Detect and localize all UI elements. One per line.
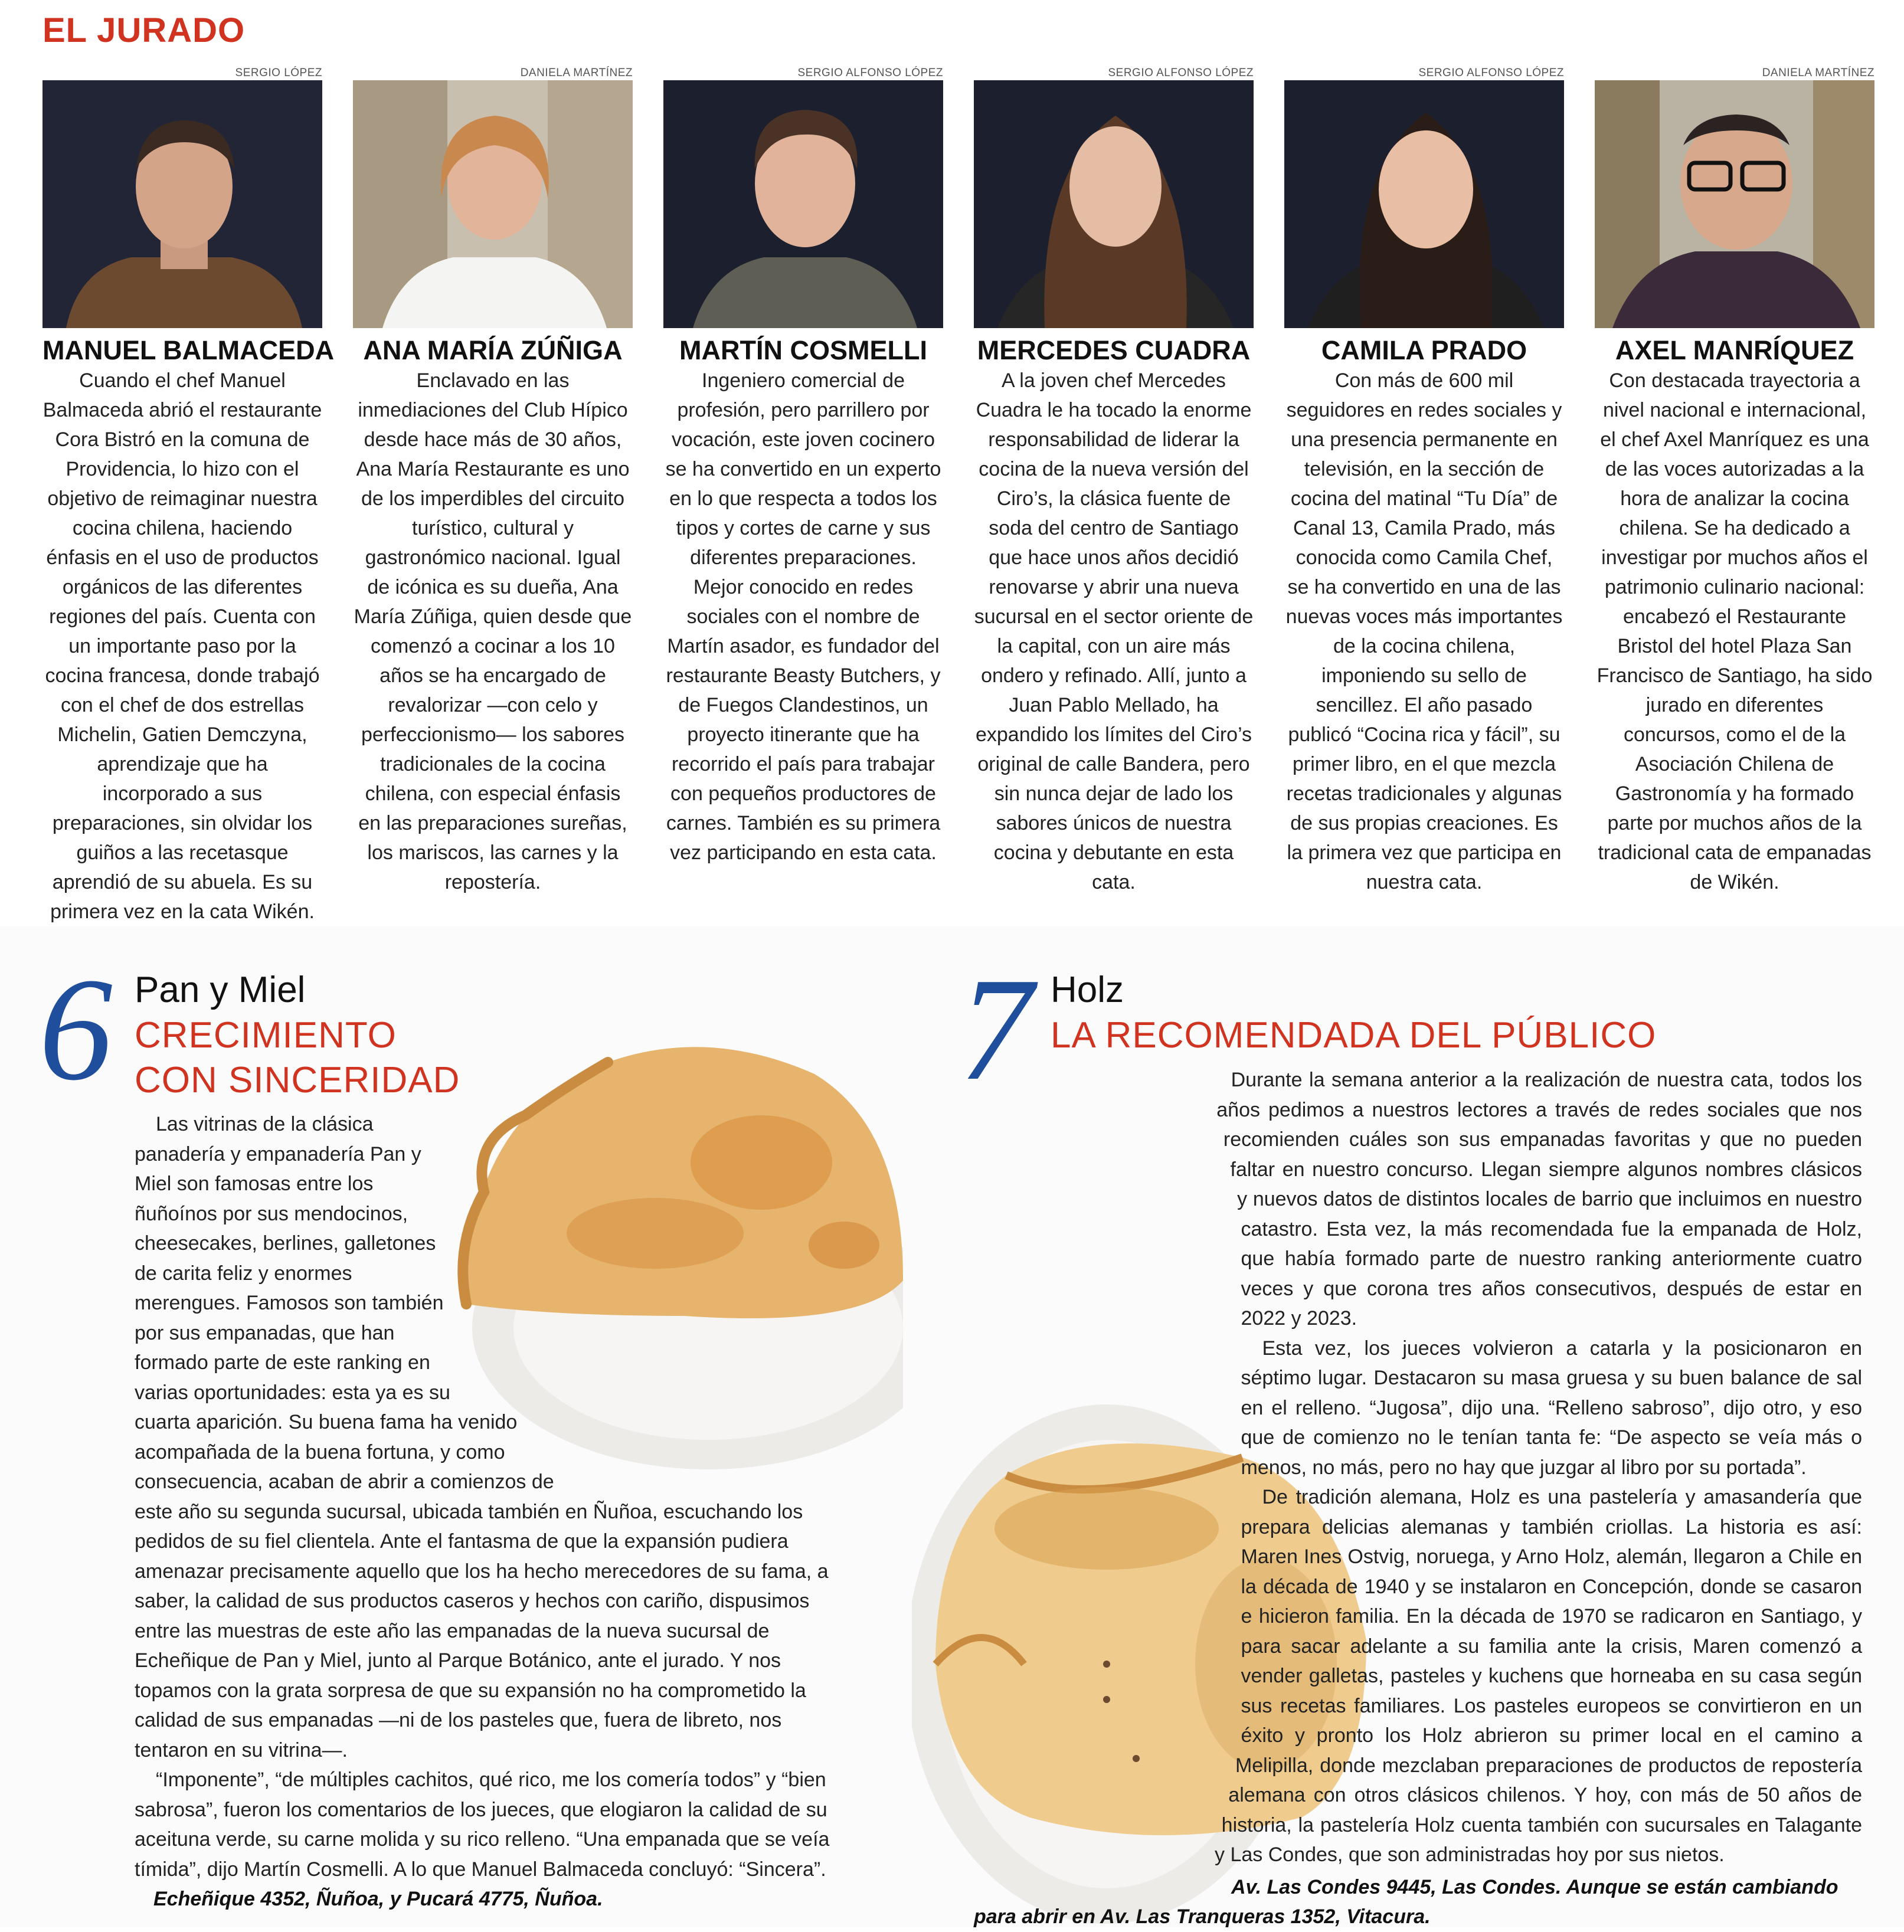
shop-name: Holz (1051, 970, 1124, 1010)
jury-name: MANUEL BALMACEDA (42, 335, 335, 365)
portrait-photo (353, 80, 633, 328)
jury-bio: Con más de 600 mil seguidores en redes sociales y una presencia permanente en televisión, en la sección de cocina del matinal “Tu Día” de Canal 13, Camila Prado, más conocida como Camila Chef, se ha convertido en una de las nuevas voces más importantes de la cocina chilena, imponiendo su sello de sencillez. El año pasado publicó “Cocina rica y fácil”, su primer libro, en el que mezcla recetas tradicionales y algunas de sus propias creaciones. Es la primera vez que participa en nuestra cata. (1285, 369, 1563, 893)
jury-bio: Con destacada trayectoria a nivel nacional e internacional, el chef Axel Manríquez es una de las voces autorizadas a la hora de analizar la cocina chilena. Se ha dedicado a investigar por muchos años el patrimonio culinario nacional: encabezó el Restaurante Bristol del hotel Plaza San Francisco de Santiago, ha sido jurado en diferentes concursos, como el de la Asociación Chilena de Gastronomía y ha formado parte por muchos años de la tradicional cata de empanadas de Wikén. (1597, 369, 1873, 893)
jury-name: AXEL MANRÍQUEZ (1615, 335, 1854, 365)
photo-credit: DANIELA MARTÍNEZ (520, 67, 633, 79)
portrait-photo (1595, 80, 1874, 328)
ranking-number: 7 (959, 948, 1033, 1111)
ranking-number: 6 (39, 948, 113, 1111)
jury-name: CAMILA PRADO (1321, 335, 1527, 365)
paragraph: Las vitrinas de la clásica panadería y empanadería Pan y Miel son famosas entre los ñuñoínos por sus mendocinos, cheesecakes, berlines, galletones de carita feliz y enormes merengues. Famosos son también por sus empanadas, que han formado parte de este ranking en varias oportunidades: esta ya es su cuarta aparición. Su buena fama ha venido acompañada de la buena fortuna, y como consecuencia, acaban de abrir a comienzos de este año su segunda sucursal, ubicada también en Ñuñoa, escuchando los pedidos de su fiel clientela. Ante el fantasma de que la expansión pudiera amenazar precisamente aquello que los ha hecho merecedores de su fama, a saber, la calidad de sus productos caseros y hechos con cariño, dispusimos entre las muestras de este año las empanadas de la nueva sucursal de Echeñique de Pan y Miel, junto al Parque Botánico, ante el jurado. Y nos topamos con la grata sorpresa de que su expansión no ha comprometido la calidad de sus empanadas —ni de los pasteles que, fuera de libreto, nos tentaron en su vitrina—. (135, 1113, 829, 1761)
paragraph: Durante la semana anterior a la realización de nuestra cata, todos los años pedimos a nuestros lectores a través de redes sociales que nos recomienden cuáles son sus empanadas favoritas y que no pueden faltar en nuestro concurso. Llegan siempre algunos nombres clásicos y nuevos datos de distintos locales de barrio que incluimos en nuestro catastro. Esta vez, la más recomendada fue la empanada de Holz, que había formado parte de nuestro ranking anteriormente cuatro veces y que corona tres años consecutivos, después de estar en 2022 y 2023. (1216, 1069, 1862, 1330)
jury-name: MARTÍN COSMELLI (679, 335, 927, 365)
jury-bio: A la joven chef Mercedes Cuadra le ha tocado la enorme responsabilidad de liderar la cocina de la nueva versión del Ciro’s, la clásica fuente de soda del centro de Santiago que hace unos años decidió renovarse y abrir una nueva sucursal en el sector oriente de la capital, con un aire más ondero y refinado. Allí, junto a Juan Pablo Mellado, ha expandido los límites del Ciro’s original de calle Bandera, pero sin nunca dejar de lado los sabores únicos de nuestra cocina y debutante en esta cata. (974, 369, 1254, 893)
jury-member-manuel-balmaceda (42, 66, 335, 926)
article-body-7 (974, 1065, 1862, 1932)
jury-member-martin-cosmelli (663, 66, 943, 867)
photo-credit: SERGIO ALFONSO LÓPEZ (1418, 67, 1564, 79)
shop-name: Pan y Miel (135, 970, 306, 1010)
article-body-6 (135, 1109, 831, 1914)
headline: CRECIMIENTO CON SINCERIDAD (135, 1015, 460, 1101)
photo-credit: DANIELA MARTÍNEZ (1762, 67, 1874, 79)
portrait-photo (42, 80, 322, 328)
photo-credit: SERGIO LÓPEZ (235, 67, 322, 79)
jury-name: MERCEDES CUADRA (977, 335, 1251, 365)
jury-member-mercedes-cuadra (974, 66, 1254, 897)
jury-member-ana-maria-zuniga (353, 66, 633, 897)
portrait-photo (974, 80, 1254, 328)
jury-bio: Enclavado en las inmediaciones del Club Hípico desde hace más de 30 años, Ana María Restaurante es uno de los imperdibles del circuito turístico, cultural y gastronómico nacional. Igual de icónica es su dueña, Ana María Zúñiga, quien desde que comenzó a cocinar a los 10 años se ha encargado de revalorizar —con celo y perfeccionismo— los sabores tradicionales de la cocina chilena, con especial énfasis en las preparaciones sureñas, los mariscos, las carnes y la repostería. (354, 369, 632, 893)
photo-credit: SERGIO ALFONSO LÓPEZ (797, 67, 943, 79)
portrait-photo (663, 80, 943, 328)
jury-bio: Ingeniero comercial de profesión, pero parrillero por vocación, este joven cocinero se ha convertido en un experto en lo que respecta a todos los tipos y cortes de carne y sus diferentes preparaciones. Mejor conocido en redes sociales con el nombre de Martín asador, es fundador del restaurante Beasty Butchers, y de Fuegos Clandestinos, un proyecto itinerante que ha recorrido el país para trabajar con pequeños productores de carnes. También es su primera vez participando en esta cata. (665, 369, 941, 864)
paragraph: “Imponente”, “de múltiples cachitos, qué rico, me los comería todos” y “bien sabrosa”, fueron los comentarios de los jueces, que elogiaron la calidad de su aceituna verde, su carne molida y su rico relleno. “Una empanada que se veía tímida”, dijo Martín Cosmelli. A lo que Manuel Balmaceda concluyó: “Sincera”. (135, 1769, 830, 1881)
address: Echeñique 4352, Ñuñoa, y Pucará 4775, Ñuñoa. (153, 1888, 603, 1910)
portrait-photo (1284, 80, 1564, 328)
jury-name: ANA MARÍA ZÚÑIGA (363, 335, 623, 365)
section-title: EL JURADO (42, 11, 246, 50)
address: Av. Las Condes 9445, Las Condes. Aunque se están cambiando para abrir en Av. Las Tranqueras 1352, Vitacura. (974, 1875, 1838, 1928)
paragraph: De tradición alemana, Holz es una pastelería y amasandería que prepara delicias alemanas y también criollas. La historia es así: Maren Ines Ostvig, noruega, y Arno Holz, alemán, llegaron a Chile en la década de 1940 y se instalaron en Concepción, donde se casaron e hicieron familia. En la década de 1970 se radicaron en Santiago, y para sacar adelante a su familia ante la crisis, Maren comenzó a vender galletas, pasteles y kuchens que horneaba en su casa según sus recetas familiares. Los pasteles europeos se convirtieron en un éxito y pronto los Holz abrieron su primer local en el camino a Melipilla, donde mezclaban preparaciones de productos de repostería alemana con otros clásicos chilenos. Y hoy, con más de 50 años de historia, la pastelería Holz cuenta también con sucursales en Talagante y Las Condes, que son administradas hoy por sus nietos. (1215, 1486, 1862, 1866)
jury-member-camila-prado (1284, 66, 1564, 897)
photo-credit: SERGIO ALFONSO LÓPEZ (1108, 67, 1254, 79)
headline: LA RECOMENDADA DEL PÚBLICO (1051, 1015, 1657, 1056)
paragraph: Esta vez, los jueces volvieron a catarla y la posicionaron en séptimo lugar. Destacaron su masa gruesa y su buen balance de sal en el relleno. “Jugosa”, dijo una. “Relleno sabroso”, dijo otro, y eso que de comienzo no le tenían tanta fe: “De aspecto se veía más o menos, no más, pero no hay que juzgar al libro por su portada”. (1241, 1337, 1862, 1479)
jury-member-axel-manriquez (1595, 66, 1874, 897)
jury-bio: Cuando el chef Manuel Balmaceda abrió el restaurante Cora Bistró en la comuna de Providencia, lo hizo con el objetivo de reimaginar nuestra cocina chilena, haciendo énfasis en el uso de productos orgánicos de las diferentes regiones del país. Cuenta con un importante paso por la cocina francesa, donde trabajó con el chef de dos estrellas Michelin, Gatien Demczyna, aprendizaje que ha incorporado a sus preparaciones, sin olvidar los guiños a las recetasque aprendió de su abuela. Es su primera vez en la cata Wikén. (42, 369, 322, 923)
